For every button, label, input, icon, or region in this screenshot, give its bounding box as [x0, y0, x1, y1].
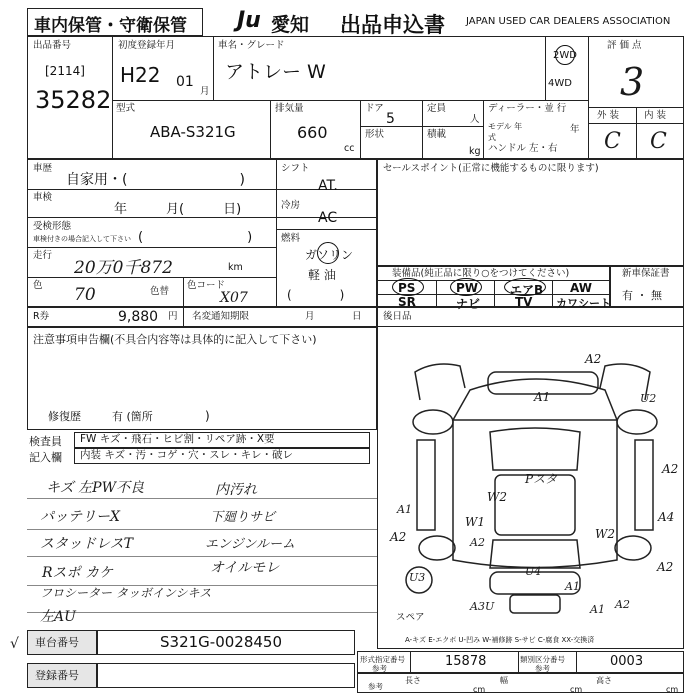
inspection-value: 年 月( 日) [114, 202, 242, 217]
shape-label: 形状 [365, 129, 385, 140]
lot-number: 35282 [35, 86, 112, 114]
remark-4: Rスポ カケ [42, 565, 113, 581]
equipment-label: 装備品(純正品に限り○をつけてください) [392, 268, 570, 279]
doors-label: ドア [365, 103, 384, 114]
equip-airbag: エアB [510, 283, 544, 297]
drive-4wd: 4WD [548, 78, 572, 89]
drive-2wd: 2WD [553, 50, 577, 61]
circle-pw [450, 278, 482, 296]
aftermarket-box [377, 307, 684, 327]
equip-tv: TV [515, 295, 533, 309]
remark-2: パッテリーX [40, 509, 120, 525]
interior-label: 内 装 [644, 110, 667, 121]
equip-aw: AW [570, 281, 592, 295]
repair-close: ) [205, 409, 210, 423]
damage-mark-3: U2 [640, 392, 657, 405]
doors-value: 5 [386, 111, 395, 127]
capacity-label: 定員 [427, 103, 447, 114]
registration-era: H22 [120, 63, 161, 87]
recycle-value: 9,880 [118, 309, 159, 325]
recycle-unit: 円 [168, 311, 178, 322]
displacement-value: 660 [297, 123, 328, 142]
receipt-note: 車検付きの場合記入して下さい [33, 235, 131, 243]
dims-ref: 参考 [368, 682, 383, 691]
evaluation-score: 3 [620, 60, 645, 104]
color-code-label: 色コード [187, 280, 226, 291]
storage-label: 車内保管・守衛保管 [34, 16, 187, 36]
dims-height-unit: cm [666, 685, 679, 694]
model-name-value: アトレー W [225, 61, 326, 83]
check-mark: √ [10, 636, 19, 652]
damage-mark-12: W2 [595, 527, 615, 541]
damage-mark-9: A2 [470, 536, 485, 549]
sales-point-label: セールスポイント(正常に機能するものに限ります) [383, 163, 599, 174]
mileage-value: 20万0千872 [74, 258, 173, 278]
remark-right-2: 下廻りサビ [210, 510, 276, 525]
type-spec-value: 15878 [445, 654, 487, 669]
inspection-label: 車検 [33, 192, 53, 203]
dims-width: 幅 [500, 676, 508, 685]
damage-mark-2: A1 [534, 390, 551, 404]
mileage-unit: km [228, 262, 243, 273]
remark-3: スタッドレスT [40, 536, 133, 552]
car-body-diagram [395, 360, 670, 620]
shift-value: AT. [318, 178, 338, 194]
damage-mark-19: A1 [590, 603, 605, 616]
model-year-suffix: 年 [570, 124, 580, 135]
damage-mark-5: A1 [397, 503, 412, 516]
inspector-label: 検査員 [29, 435, 62, 448]
dealer-label: ディーラー・並 行 [488, 103, 567, 114]
aircon-label: 冷房 [281, 200, 301, 211]
damage-mark-16: A3U [470, 600, 495, 613]
entry-label: 記入欄 [29, 451, 62, 464]
remark-1: キズ 左PW不良 [46, 480, 144, 496]
name-change-month: 月 [305, 311, 315, 322]
class-ref: 参考 [535, 664, 550, 673]
load-unit: kg [469, 146, 481, 157]
int-row-text: 内装 キズ・汚・コゲ・穴・スレ・キレ・破レ [80, 449, 294, 461]
spare-label: スペア [396, 612, 425, 623]
aftermarket-label: 後日品 [383, 311, 412, 322]
damage-mark-15: U4 [525, 565, 542, 578]
equip-pw: PW [456, 281, 479, 295]
type-value: ABA-S321G [150, 123, 236, 141]
damage-legend: A-キズ E-エクボ U-凹み W-補修跡 S-サビ C-腐食 XX-交換済 [405, 636, 595, 644]
exterior-label: 外 装 [597, 110, 620, 121]
reg-number-label: 登録番号 [35, 669, 79, 682]
name-change-label: 名変通知期限 [192, 311, 250, 322]
receipt-value: ( ) [138, 230, 253, 245]
evaluation-label: 評 価 点 [607, 40, 642, 51]
name-change-day: 日 [352, 311, 362, 322]
dims-length: 長さ [405, 676, 421, 685]
remark-right-3: エンジンルーム [205, 537, 296, 552]
equip-ps: PS [398, 281, 416, 295]
fuel-bracket: ( ) [287, 288, 345, 302]
dims-height: 高さ [596, 676, 612, 685]
form-title: 出品申込書 [340, 13, 445, 37]
damage-mark-14: U3 [409, 571, 426, 584]
damage-mark-7: W2 [487, 490, 507, 504]
fuel-diesel: 軽 油 [308, 268, 336, 282]
mileage-label: 走行 [33, 250, 53, 261]
exterior-grade: C [604, 129, 621, 154]
interior-grade: C [650, 129, 667, 154]
remark-5: フロシーター タッボインシキス [40, 586, 212, 600]
damage-mark-17: A1 [565, 580, 580, 593]
class-value: 0003 [610, 654, 644, 669]
recycle-label: R券 [33, 311, 50, 322]
damage-mark-11: W1 [465, 515, 485, 529]
equip-navi: ナビ [456, 297, 481, 311]
class-label: 類別区分番号 [520, 655, 565, 664]
color-value: 70 [74, 285, 96, 305]
color-code-value: X07 [220, 290, 248, 306]
load-label: 積載 [427, 129, 447, 140]
lot-bracket: [2114] [45, 64, 85, 78]
fuel-gas-circle [317, 242, 339, 264]
warranty-label: 新車保証書 [622, 268, 670, 279]
handle-label: ハンドル 左・右 [488, 143, 558, 154]
remark-6: 左AU [40, 609, 76, 625]
circle-ps [392, 278, 424, 296]
damage-mark-8: Pスタ [525, 472, 558, 486]
damage-mark-1: A2 [585, 352, 602, 366]
damage-mark-4: A2 [390, 530, 407, 544]
type-spec-ref: 参考 [372, 664, 387, 673]
notes-label: 注意事項申告欄(不具合内容等は具体的に記入して下さい) [33, 333, 317, 346]
history-label: 車歴 [33, 163, 53, 174]
registration-month: 01 [176, 74, 194, 90]
reg-number-value-box [97, 663, 355, 688]
org-name: 愛知 [271, 14, 310, 36]
damage-mark-10: A4 [658, 510, 675, 524]
remark-right-1: 内汚れ [215, 482, 257, 498]
dims-width-unit: cm [570, 685, 583, 694]
equip-sr: SR [398, 295, 416, 309]
fuel-gas: ガソリン [305, 248, 354, 262]
color-label: 色 [33, 280, 43, 291]
history-value: 自家用・( ) [66, 172, 245, 188]
damage-mark-6: A2 [662, 462, 679, 476]
main-form [27, 36, 684, 159]
lot-label: 出品番号 [33, 40, 72, 51]
shift-label: シフト [281, 163, 310, 174]
capacity-unit: 人 [470, 114, 480, 125]
sales-point-box [377, 159, 684, 266]
type-spec-label: 形式指定番号 [360, 655, 405, 664]
repair-value: 有 (箇所 [112, 410, 153, 423]
equip-seat: カワシート [556, 297, 611, 310]
drive-2wd-circle [555, 45, 575, 65]
chassis-label: 車台番号 [35, 636, 79, 649]
dims-length-unit: cm [473, 685, 486, 694]
chassis-value: S321G-0028450 [160, 633, 282, 651]
type-label: 型式 [116, 103, 136, 114]
model-name-label: 車名・グレード [218, 40, 285, 51]
aircon-value: AC [318, 210, 338, 226]
displacement-unit: cc [344, 143, 355, 154]
fw-row-text: FW キズ・飛石・ヒビ割・リペア跡・X要 [80, 433, 275, 445]
ju-logo: Ju [237, 8, 261, 33]
repair-label: 修復歴 [48, 410, 81, 423]
damage-mark-18: A2 [615, 598, 630, 611]
registration-label: 初度登録年月 [118, 40, 176, 51]
remark-right-4: オイルモレ [210, 560, 280, 576]
registration-month-suffix: 月 [200, 86, 210, 97]
circle-airbag [504, 278, 546, 296]
model-year-label: モデル 年式 [488, 122, 523, 142]
warranty-value: 有 ・ 無 [622, 289, 662, 302]
displacement-label: 排気量 [275, 103, 304, 114]
receipt-label: 受検形態 [33, 221, 72, 232]
association-name: JAPAN USED CAR DEALERS ASSOCIATION [466, 16, 671, 27]
color-change-label: 色替 [150, 286, 170, 297]
damage-mark-13: A2 [657, 560, 674, 574]
fuel-label: 燃料 [281, 233, 301, 244]
